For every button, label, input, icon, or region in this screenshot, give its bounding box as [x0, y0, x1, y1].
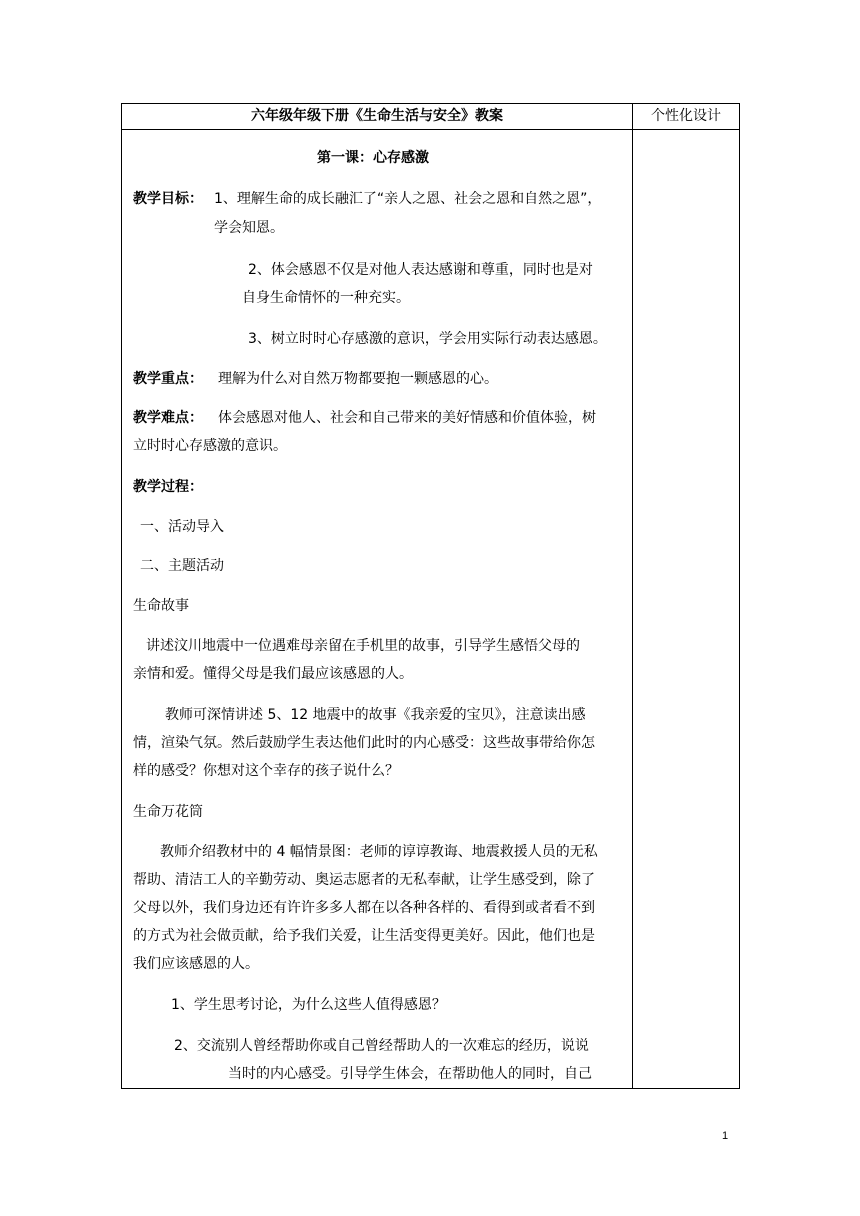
kaleido-line3: 父母以外，我们身边还有许许多多人都在以各种各样的、看得到或者看不到 [133, 900, 595, 916]
story-p1-line1: 讲述汶川地震中一位遇难母亲留在手机里的故事，引导学生感悟父母的 [146, 638, 580, 654]
difficulty-line2: 立时时心存感激的意识。 [133, 438, 287, 454]
life-story-heading: 生命故事 [133, 598, 189, 614]
step-theme-activity: 二、主题活动 [140, 558, 224, 574]
discussion-2-line2: 当时的内心感受。引导学生体会，在帮助他人的同时，自己 [228, 1066, 592, 1082]
column-divider [632, 104, 633, 1088]
key-point-label: 教学重点： [133, 371, 203, 387]
process-label: 教学过程： [133, 479, 203, 495]
story-p2-line2: 情，渲染气氛。然后鼓励学生表达他们此时的内心感受：这些故事带给你怎 [133, 735, 595, 751]
kaleidoscope-heading: 生命万花筒 [133, 804, 203, 820]
goal1-line1: 1、理解生命的成长融汇了“亲人之恩、社会之恩和自然之恩”， [214, 191, 602, 207]
goal2-line2: 自身生命情怀的一种充实。 [242, 290, 410, 306]
table-header-personalized-design: 个性化设计 [651, 108, 721, 124]
page-number: 1 [722, 1130, 729, 1142]
goals-label: 教学目标： [133, 191, 203, 207]
discussion-2-line1: 2、交流别人曾经帮助你或自己曾经帮助人的一次难忘的经历，说说 [174, 1038, 589, 1054]
table-header-title: 六年级年级下册《生命生活与安全》教案 [251, 108, 503, 124]
difficulty-label: 教学难点： [133, 410, 203, 426]
kaleido-line2: 帮助、清洁工人的辛勤劳动、奥运志愿者的无私奉献，让学生感受到，除了 [133, 872, 595, 888]
story-p2-line1: 教师可深情讲述 5、12 地震中的故事《我亲爱的宝贝》，注意读出感 [165, 707, 586, 723]
difficulty-line1: 体会感恩对他人、社会和自己带来的美好情感和价值体验，树 [218, 410, 596, 426]
kaleido-line5: 我们应该感恩的人。 [133, 956, 259, 972]
step-activity-intro: 一、活动导入 [140, 519, 224, 535]
story-p1-line2: 亲情和爱。懂得父母是我们最应该感恩的人。 [133, 666, 413, 682]
kaleido-line1: 教师介绍教材中的 4 幅情景图：老师的谆谆教诲、地震救援人员的无私 [160, 844, 598, 860]
story-p2-line3: 样的感受？你想对这个幸存的孩子说什么？ [133, 763, 399, 779]
discussion-1: 1、学生思考讨论，为什么这些人值得感恩？ [171, 997, 446, 1013]
lesson-title: 第一课：心存感激 [317, 150, 429, 166]
key-point-text: 理解为什么对自然万物都要抱一颗感恩的心。 [218, 371, 498, 387]
goal3: 3、树立时时心存感激的意识，学会用实际行动表达感恩。 [248, 331, 607, 347]
header-row-divider [122, 129, 739, 130]
goal2-line1: 2、体会感恩不仅是对他人表达感谢和尊重，同时也是对 [248, 262, 593, 278]
lesson-plan-table [121, 103, 740, 1089]
goal1-line2: 学会知恩。 [214, 220, 284, 236]
kaleido-line4: 的方式为社会做贡献，给予我们关爱，让生活变得更美好。因此，他们也是 [133, 928, 595, 944]
